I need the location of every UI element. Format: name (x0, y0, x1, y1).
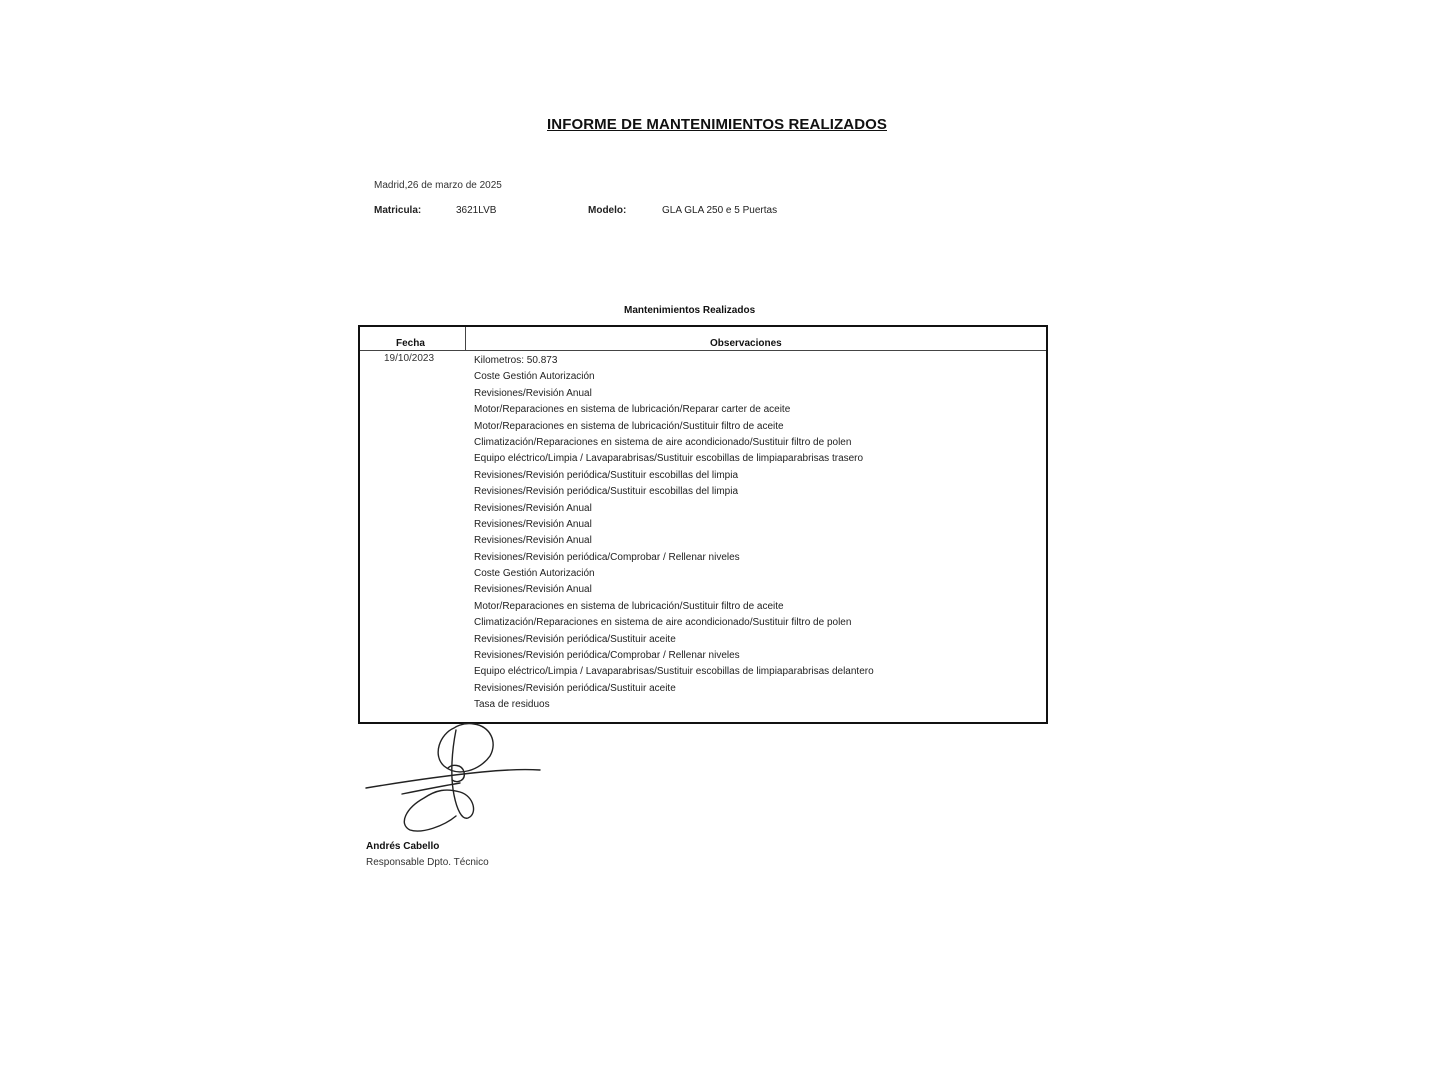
observations-list (474, 353, 874, 714)
observation-item: Climatización/Reparaciones en sistema de aire acondicionado/Sustituir filtro de polen (474, 617, 852, 629)
observation-item: Motor/Reparaciones en sistema de lubricación/Reparar carter de aceite (474, 404, 791, 416)
observation-item: Revisiones/Revisión Anual (474, 535, 592, 547)
observation-item: Revisiones/Revisión Anual (474, 518, 592, 530)
maintenance-table (358, 325, 1048, 724)
plate-value: 3621LVB (456, 205, 497, 216)
observation-item: Revisiones/Revisión Anual (474, 387, 592, 399)
header-divider (360, 350, 1046, 351)
observation-item: Motor/Reparaciones en sistema de lubricación/Sustituir filtro de aceite (474, 420, 784, 432)
observation-item: Revisiones/Revisión periódica/Sustituir aceite (474, 682, 676, 694)
observation-item: Coste Gestión Autorización (474, 568, 595, 580)
place-and-date: Madrid,26 de marzo de 2025 (374, 180, 502, 191)
model-field (588, 205, 626, 216)
section-title: Mantenimientos Realizados (624, 305, 756, 316)
column-divider (465, 327, 466, 351)
model-label: Modelo: (588, 205, 627, 216)
observation-item: Revisiones/Revisión Anual (474, 584, 592, 596)
observation-item: Revisiones/Revisión periódica/Sustituir escobillas del limpia (474, 486, 739, 498)
observation-item: Revisiones/Revisión periódica/Sustituir escobillas del limpia (474, 469, 739, 481)
observation-item: Revisiones/Revisión periódica/Comprobar / Rellenar niveles (474, 551, 740, 563)
observation-item: Kilometros: 50.873 (474, 355, 558, 366)
observation-item: Motor/Reparaciones en sistema de lubricación/Sustituir filtro de aceite (474, 600, 784, 612)
observation-item: Revisiones/Revisión periódica/Sustituir aceite (474, 633, 676, 645)
header-date: Fecha (396, 338, 425, 349)
signer-name: Andrés Cabello (366, 841, 440, 852)
observation-item: Equipo eléctrico/Limpia / Lavaparabrisas/Sustituir escobillas de limpiaparabrisas delantero (474, 666, 874, 678)
observation-item: Equipo eléctrico/Limpia / Lavaparabrisas/Sustituir escobillas de limpiaparabrisas trasero (474, 453, 864, 465)
observation-item: Revisiones/Revisión Anual (474, 502, 592, 514)
observation-item: Climatización/Reparaciones en sistema de aire acondicionado/Sustituir filtro de polen (474, 436, 852, 448)
signature-scribble (362, 720, 547, 835)
observation-item: Tasa de residuos (474, 699, 550, 711)
date-cell: 19/10/2023 (384, 353, 435, 364)
report-title: INFORME DE MANTENIMIENTOS REALIZADOS (547, 116, 887, 133)
signature-image (362, 720, 547, 840)
header-observations: Observaciones (710, 338, 782, 349)
model-value: GLA GLA 250 e 5 Puertas (662, 205, 778, 216)
observation-item: Revisiones/Revisión periódica/Comprobar / Rellenar niveles (474, 650, 740, 662)
signer-role: Responsable Dpto. Técnico (366, 857, 489, 868)
plate-label: Matricula: (374, 205, 422, 216)
observation-item: Coste Gestión Autorización (474, 371, 595, 383)
plate-field (374, 205, 421, 216)
